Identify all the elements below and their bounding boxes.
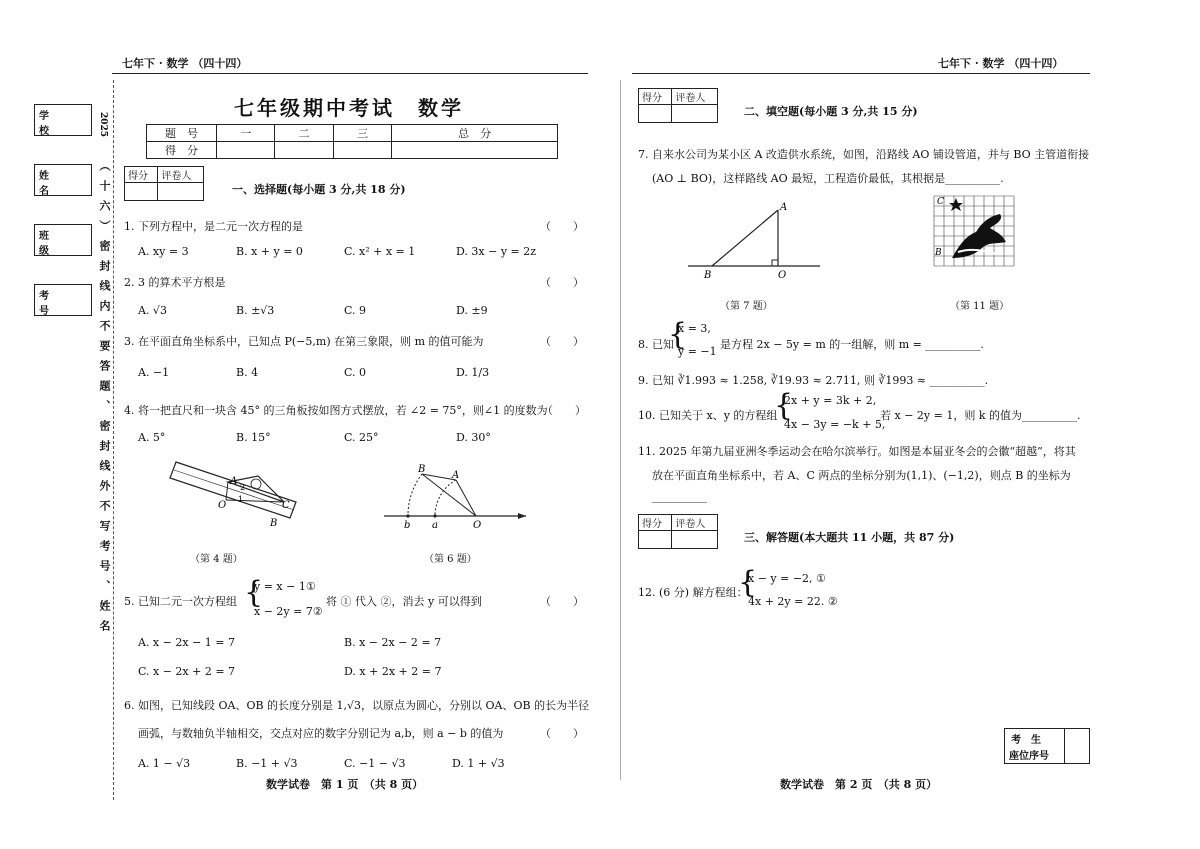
- q6-opt-a[interactable]: A. 1 − √3: [138, 757, 191, 770]
- score-th-4: 总 分: [392, 125, 558, 142]
- q3-opt-a[interactable]: A. −1: [138, 366, 170, 379]
- q3-opt-c[interactable]: C. 0: [344, 366, 367, 379]
- side-seal-text: （十六）密封线内不要答题、密封线外不写考号、姓名: [98, 160, 111, 640]
- segment-ab: [422, 474, 456, 480]
- segment-oa: [456, 480, 476, 516]
- q3-stem: 3. 在平面直角坐标系中，已知点 P(−5,m) 在第三象限，则 m 的值可能为: [124, 335, 484, 348]
- q2-opt-a[interactable]: A. √3: [138, 304, 167, 317]
- fig7-label-a: A: [780, 202, 788, 213]
- q1-opt-a[interactable]: A. xy = 3: [138, 245, 189, 258]
- fig4-label-b: B: [270, 518, 278, 529]
- side-name-label: 姓 名: [39, 171, 75, 197]
- q1-stem: 1. 下列方程中，是二元一次方程的是: [124, 220, 303, 233]
- score-th-3: 三: [333, 125, 391, 142]
- q2-opt-d[interactable]: D. ±9: [456, 304, 488, 317]
- q5-opt-d[interactable]: D. x + 2x + 2 = 7: [344, 665, 442, 678]
- q7-line2: (AO ⊥ BO)，这样路线 AO 最短，工程造价最低，其根据是__________.: [652, 172, 1004, 185]
- right-footer: 数学试卷 第 2 页 （共 8 页）: [780, 778, 938, 791]
- grader-box-3: [638, 514, 718, 549]
- side-class-label: 班 级: [39, 231, 75, 257]
- right-angle-mark: [772, 260, 778, 266]
- star-icon: [949, 198, 963, 211]
- seat-number-box: [1004, 728, 1090, 764]
- score-cell[interactable]: [333, 142, 391, 159]
- q5-eq1: y = x − 1①: [254, 580, 316, 593]
- grader-cell[interactable]: [639, 531, 672, 549]
- q11-line2: 放在平面直角坐标系中，若 A、C 两点的坐标分别为(1,1)、(−1,2)，则点 B 的坐标为: [652, 469, 1071, 482]
- score-table: [146, 124, 558, 159]
- q10-stem-b: 若 x − 2y = 1，则 k 的值为__________.: [880, 409, 1081, 422]
- left-footer: 数学试卷 第 1 页 （共 8 页）: [266, 778, 424, 791]
- fig7-label-o: O: [778, 270, 787, 281]
- segment-ob: [422, 474, 476, 516]
- q1-opt-b[interactable]: B. x + y = 0: [236, 245, 303, 258]
- q5-opt-b[interactable]: B. x − 2x − 2 = 7: [344, 636, 442, 649]
- q8-eq1: x = 3,: [678, 322, 711, 335]
- q4-opt-b[interactable]: B. 15°: [236, 431, 271, 444]
- point-b: [406, 514, 409, 517]
- fig11-caption: （第 11 题）: [950, 301, 1010, 312]
- q4-opt-a[interactable]: A. 5°: [138, 431, 166, 444]
- point-a: [433, 514, 436, 517]
- q7-line1: 7. 自来水公司为某小区 A 改造供水系统，如图，沿路线 AO 铺设管道，并与 BO 主管道衔接: [638, 148, 1090, 161]
- q8-stem-b: 是方程 2x − 5y = m 的一组解，则 m = __________.: [720, 338, 984, 351]
- q5-stem-a: 5. 已知二元一次方程组: [124, 595, 237, 608]
- q3-opt-b[interactable]: B. 4: [236, 366, 259, 379]
- number-line-arrow: [518, 513, 526, 519]
- line-ab: [712, 210, 778, 266]
- left-header-rule: [112, 73, 588, 74]
- q5-answer-paren[interactable]: （ ）: [540, 595, 584, 608]
- figure-11-logo-grid: [930, 192, 1016, 274]
- fig6-label-b-upper: B: [418, 464, 426, 475]
- q12-brace: {: [738, 565, 758, 600]
- fig7-label-b: B: [704, 270, 712, 281]
- side-school-box: [34, 104, 92, 136]
- side-year: 2025: [98, 112, 108, 138]
- q1-answer-paren[interactable]: （ ）: [540, 220, 584, 233]
- q8-brace: {: [668, 317, 688, 352]
- score-cell[interactable]: [392, 142, 558, 159]
- fig6-caption: （第 6 题）: [424, 554, 477, 565]
- q8-eq2: y = −1: [678, 345, 717, 358]
- side-examno-box: [34, 284, 92, 316]
- q1-opt-d[interactable]: D. 3x − y = 2z: [456, 245, 537, 258]
- fig6-label-a: a: [432, 520, 438, 531]
- fig4-angle-1: 1: [238, 495, 244, 504]
- side-name-box: [34, 164, 92, 196]
- q10-eq2: 4x − 3y = −k + 5,: [784, 418, 886, 431]
- fig4-label-o: O: [218, 500, 227, 511]
- grader-cell[interactable]: [672, 531, 718, 549]
- grader-person-label: 评卷人: [158, 167, 204, 183]
- right-header-rule: [632, 73, 1090, 74]
- q6-line1: 6. 如图，已知线段 OA、OB 的长度分别是 1,√3，以原点为圆心，分别以 OA、OB 的长为半径: [124, 699, 590, 712]
- fig6-label-a-upper: A: [452, 470, 460, 481]
- seat-label-line1: 考 生: [1011, 735, 1041, 746]
- fig11-label-c: C: [937, 197, 944, 207]
- section1-title: 一、选择题(每小题 3 分,共 18 分): [232, 183, 406, 196]
- q9-stem: 9. 已知 ∛1.993 ≈ 1.258, ∛19.93 ≈ 2.711, 则 ∛1993 ≈ __________.: [638, 374, 989, 387]
- exam-title: 七年级期中考试 数学: [234, 96, 464, 120]
- grader-score-label: 得分: [125, 167, 158, 183]
- fig4-label-a: A: [230, 476, 238, 487]
- q10-stem-a: 10. 已知关于 x、y 的方程组: [638, 409, 778, 422]
- fig6-label-b: b: [404, 520, 411, 531]
- fig6-label-o: O: [473, 520, 482, 531]
- q11-blank[interactable]: __________: [652, 490, 707, 503]
- fig4-angle-2: 2: [240, 483, 246, 492]
- q10-brace: {: [774, 388, 794, 423]
- side-school-label: 学 校: [39, 111, 75, 137]
- q8-stem-a: 8. 已知: [638, 338, 674, 351]
- grader-cell[interactable]: [158, 183, 204, 201]
- score-th-1: 一: [217, 125, 275, 142]
- q4-answer-paren[interactable]: （ ）: [542, 404, 586, 417]
- q4-opt-d[interactable]: D. 30°: [456, 431, 491, 444]
- side-examno-label: 考 号: [39, 291, 75, 317]
- score-cell[interactable]: [217, 142, 275, 159]
- score-cell[interactable]: [275, 142, 333, 159]
- q11-line1: 11. 2025 年第九届亚洲冬季运动会在哈尔滨举行。如图是本届亚冬会的会徽“超越”，将其: [638, 445, 1076, 458]
- q12-eq1: x − y = −2, ①: [748, 572, 826, 585]
- fig11-label-b: B: [935, 248, 942, 258]
- fig4-caption: （第 4 题）: [190, 554, 243, 565]
- seal-line: [113, 80, 114, 800]
- ruler-shape: [170, 462, 296, 518]
- q2-stem: 2. 3 的算术平方根是: [124, 276, 226, 289]
- grader-score-label: 得分: [639, 89, 672, 105]
- score-th-0: 题 号: [147, 125, 217, 142]
- figure-7-pipeline: [686, 196, 822, 282]
- q2-answer-paren[interactable]: （ ）: [540, 276, 584, 289]
- q6-opt-b[interactable]: B. −1 + √3: [236, 757, 298, 770]
- q4-opt-c[interactable]: C. 25°: [344, 431, 379, 444]
- grader-box-2: [638, 88, 718, 123]
- score-th-2: 二: [275, 125, 333, 142]
- triangle-hole: [251, 479, 261, 489]
- arc-b: [408, 474, 422, 516]
- section2-title: 二、填空题(每小题 3 分,共 15 分): [744, 105, 918, 118]
- q5-eq2: x − 2y = 7②: [254, 605, 323, 618]
- grader-box-1: [124, 166, 204, 201]
- figure-6-number-line: [380, 460, 530, 532]
- q6-line2: 画弧，与数轴负半轴相交，交点对应的数字分别记为 a,b，则 a − b 的值为: [138, 727, 504, 740]
- triangle-base: [226, 500, 284, 502]
- q3-opt-d[interactable]: D. 1/3: [456, 366, 490, 379]
- grader-cell[interactable]: [125, 183, 158, 201]
- q10-eq1: 2x + y = 3k + 2,: [784, 394, 877, 407]
- right-header: 七年下 · 数学 （四十四）: [938, 57, 1064, 70]
- q1-opt-c[interactable]: C. x² + x = 1: [344, 245, 416, 258]
- seat-label-line2: 座位序号: [1009, 751, 1049, 762]
- q6-answer-paren[interactable]: （ ）: [540, 727, 584, 740]
- q2-opt-b[interactable]: B. ±√3: [236, 304, 275, 317]
- score-row-label: 得 分: [147, 142, 217, 159]
- q3-answer-paren[interactable]: （ ）: [540, 335, 584, 348]
- q5-opt-a[interactable]: A. x − 2x − 1 = 7: [138, 636, 235, 649]
- grader-cell[interactable]: [639, 105, 672, 123]
- grader-score-label: 得分: [639, 515, 672, 531]
- grader-person-label: 评卷人: [672, 89, 718, 105]
- fig4-label-c: C: [282, 500, 290, 511]
- page-divider: [620, 80, 621, 780]
- q4-stem: 4. 将一把直尺和一块含 45° 的三角板按如图方式摆放，若 ∠2 = 75°，则∠1 的度数为: [124, 404, 548, 417]
- q6-opt-d[interactable]: D. 1 + √3: [452, 757, 505, 770]
- grader-person-label: 评卷人: [672, 515, 718, 531]
- side-class-box: [34, 224, 92, 256]
- logo-grid: [934, 196, 1014, 266]
- q2-opt-c[interactable]: C. 9: [344, 304, 367, 317]
- grader-cell[interactable]: [672, 105, 718, 123]
- fig7-caption: （第 7 题）: [720, 301, 773, 312]
- q12-eq2: 4x + 2y = 22. ②: [748, 595, 838, 608]
- figure-4-ruler-triangle: [166, 456, 306, 532]
- seat-number-field[interactable]: [1066, 729, 1089, 763]
- q5-opt-c[interactable]: C. x − 2x + 2 = 7: [138, 665, 236, 678]
- q12-stem: 12. (6 分) 解方程组：: [638, 586, 748, 599]
- section3-title: 三、解答题(本大题共 11 小题，共 87 分): [744, 531, 955, 544]
- q6-opt-c[interactable]: C. −1 − √3: [344, 757, 406, 770]
- left-header: 七年下 · 数学 （四十四）: [122, 57, 248, 70]
- q5-stem-b: 将 ① 代入 ②，消去 y 可以得到: [326, 595, 482, 608]
- q5-brace: {: [244, 575, 264, 610]
